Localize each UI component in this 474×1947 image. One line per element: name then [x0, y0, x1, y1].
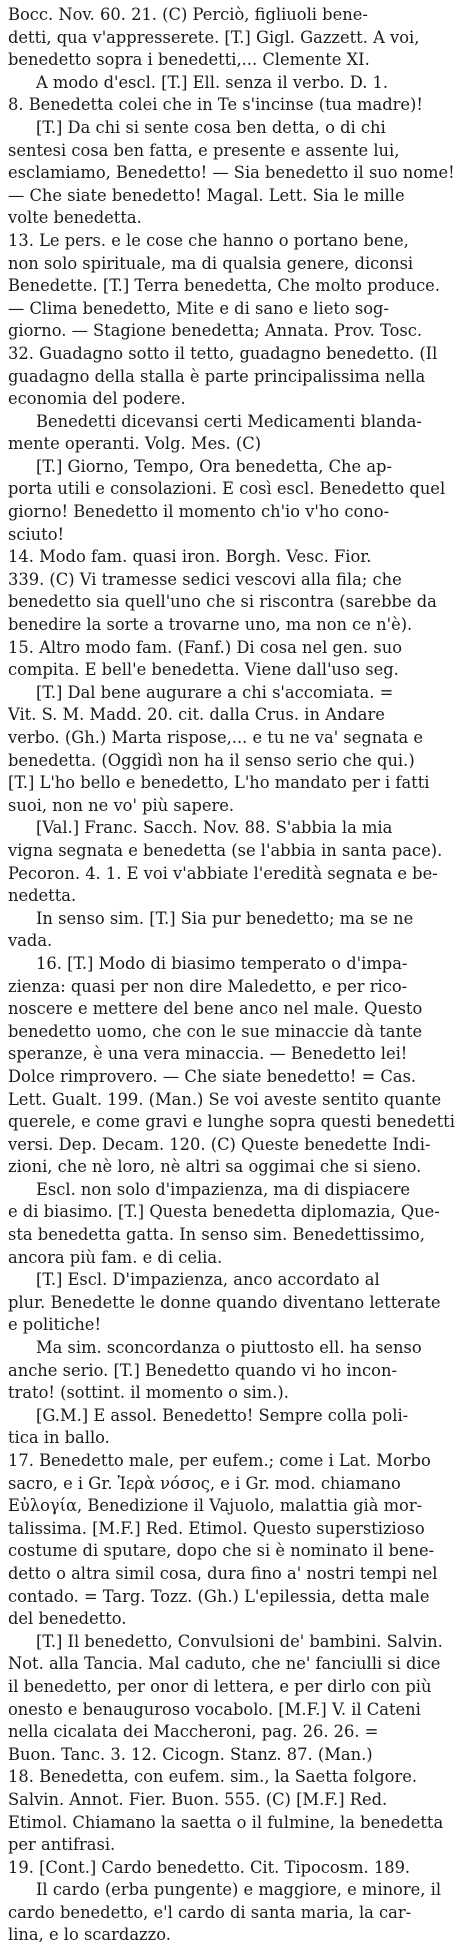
entry-line: sentesi cosa ben fatta, e presente e assente lui, [8, 140, 400, 160]
entry-line: Lett. Gualt. 199. (Man.) Se voi aveste sentito quante [8, 1089, 442, 1109]
entry-line: suoi, non ne vo' più sapere. [8, 795, 235, 815]
entry-line: onesto e benauguroso vocabolo. [M.F.] V. il Cateni [8, 1699, 421, 1719]
entry-line: sta benedetta gatta. In senso sim. Benedettissimo, [8, 1225, 425, 1245]
entry-line: benedetto uomo, che con le sue minaccie dà tante [8, 1021, 423, 1041]
entry-line: il benedetto, per onor di lettera, e per dirlo con più [8, 1676, 432, 1696]
entry-line: In senso sim. [T.] Sia pur benedetto; ma se ne [36, 908, 414, 928]
entry-line: querele, e come gravi e lunghe sopra questi benedetti [8, 1112, 455, 1132]
entry-line: Etimol. Chiamano la saetta o il fulmine, la benedetta [8, 1812, 444, 1832]
entry-line: tica in ballo. [8, 1428, 110, 1448]
entry-line: volte benedetta. [8, 208, 142, 228]
entry-line: guadagno della stalla è parte principalissima nella [8, 366, 426, 386]
entry-line: Il cardo (erba pungente) e maggiore, e minore, il [36, 1880, 442, 1900]
entry-line: cardo benedetto, e'l cardo di santa maria, la car- [8, 1902, 412, 1922]
entry-line: e di biasimo. [T.] Questa benedetta diplomazia, Que- [8, 1202, 440, 1222]
entry-line: [T.] Da chi si sente cosa ben detta, o di chi [36, 117, 386, 137]
entry-line: Bocc. Nov. 60. 21. (C) Perciò, figliuoli bene- [8, 5, 368, 24]
entry-line: Salvin. Annot. Fier. Buon. 555. (C) [M.F.] Red. [8, 1789, 388, 1809]
entry-line: sacro, e i Gr. Ἱερὰ νόσος, e i Gr. mod. chiamano [8, 1473, 401, 1493]
entry-line: non solo spirituale, ma di qualsia genere, diconsi [8, 253, 414, 273]
entry-line: compita. E bell'e benedetta. Viene dall'uso seg. [8, 660, 399, 680]
entry-line: Not. alla Tancia. Mal caduto, che ne' fanciulli si dice [8, 1654, 441, 1674]
entry-line: Εὐλογία, Benedizione il Vajuolo, malattia già mor- [8, 1496, 423, 1516]
entry-line: Buon. Tanc. 3. 12. Cicogn. Stanz. 87. (Man.) [8, 1744, 373, 1764]
entry-line: zienza: quasi per non dire Maledetto, e per rico- [8, 976, 408, 996]
entry-line: e politiche! [8, 1315, 101, 1335]
entry-line: benedetta. (Oggidì non ha il senso serio che qui.) [8, 750, 415, 770]
entry-line: esclamiamo, Benedetto! — Sia benedetto il suo nome! [8, 163, 455, 183]
entry-line: [Val.] Franc. Sacch. Nov. 88. S'abbia la mia [36, 818, 393, 838]
entry-line: costume di sputare, dopo che si è nominato il bene- [8, 1541, 435, 1561]
entry-line: Pecoron. 4. 1. E voi v'abbiate l'eredità segnata e be- [8, 863, 438, 883]
entry-line: 16. [T.] Modo di biasimo temperato o d'impa- [36, 953, 408, 973]
entry-line: vada. [8, 931, 53, 951]
entry-line: 32. Guadagno sotto il tetto, guadagno benedetto. (Il [8, 343, 438, 363]
entry-line: [G.M.] E assol. Benedetto! Sempre colla poli- [36, 1405, 409, 1425]
entry-line: [T.] Dal bene augurare a chi s'accomiata. = [36, 682, 394, 702]
entry-line: Benedette. [T.] Terra benedetta, Che molto produce. [8, 276, 440, 296]
entry-line: detti, qua v'appresserete. [T.] Gigl. Gazzett. A voi, [8, 27, 420, 47]
entry-line: plur. Benedette le donne quando diventano letterate [8, 1292, 441, 1312]
entry-line: giorno! Benedetto il momento ch'io v'ho cono- [8, 502, 390, 522]
entry-line: [T.] Il benedetto, Convulsioni de' bambini. Salvin. [36, 1631, 443, 1651]
entry-line: 8. Benedetta colei che in Te s'incinse (tua madre)! [8, 95, 423, 115]
entry-line: benedetto sopra i benedetti,... Clemente XI. [8, 50, 370, 70]
entry-line: nedetta. [8, 886, 77, 906]
entry-line: lina, e lo scardazzo. [8, 1925, 171, 1945]
entry-line: 18. Benedetta, con eufem. sim., la Saetta folgore. [8, 1767, 418, 1787]
entry-line: [T.] Escl. D'impazienza, anco accordato al [36, 1270, 380, 1290]
entry-line: — Clima benedetto, Mite e di sano e lieto sog- [8, 298, 389, 318]
entry-line: Dolce rimprovero. — Che siate benedetto! = Cas. [8, 1066, 417, 1086]
entry-line: 19. [Cont.] Cardo benedetto. Cit. Tipocosm. 189. [8, 1857, 411, 1877]
entry-line: speranze, è una vera minaccia. — Benedetto lei! [8, 1044, 408, 1064]
entry-line: mente operanti. Volg. Mes. (C) [8, 434, 262, 454]
entry-line: — Che siate benedetto! Magal. Lett. Sia le mille [8, 185, 405, 205]
entry-line: contado. = Targ. Tozz. (Gh.) L'epilessia, detta male [8, 1586, 430, 1606]
entry-line: Benedetti dicevansi certi Medicamenti blanda- [36, 411, 422, 431]
entry-line: verbo. (Gh.) Marta rispose,... e tu ne va' segnata e [8, 728, 424, 747]
entry-line: Escl. non solo d'impazienza, ma di dispiacere [36, 1179, 411, 1199]
entry-line: benedetto sia quell'uno che si riscontra (sarebbe da [8, 592, 437, 612]
entry-line: giorno. — Stagione benedetta; Annata. Prov. Tosc. [8, 321, 423, 341]
entry-line: zioni, che nè loro, nè altri sa oggimai che si sieno. [8, 1157, 422, 1177]
entry-line: ancora più fam. e di celia. [8, 1247, 223, 1267]
entry-line: trato! (sottint. il momento o sim.). [8, 1383, 289, 1403]
entry-line: benedire la sorte a trovarne uno, ma non ce n'è). [8, 615, 413, 635]
entry-line: [T.] Giorno, Tempo, Ora benedetta, Che ap- [36, 456, 392, 476]
entry-line: nella cicalata dei Maccheroni, pag. 26. 26. = [8, 1722, 379, 1742]
entry-line: sciuto! [8, 524, 65, 544]
entry-line: anche serio. [T.] Benedetto quando vi ho incon- [8, 1360, 397, 1380]
entry-line: vigna segnata e benedetta (se l'abbia in santa pace). [8, 840, 443, 860]
entry-line: versi. Dep. Decam. 120. (C) Queste benedette Indi- [8, 1134, 431, 1154]
entry-line: noscere e mettere del bene anco nel male. Questo [8, 999, 423, 1019]
entry-line: talissima. [M.F.] Red. Etimol. Questo superstizioso [8, 1518, 425, 1538]
entry-line: detto o altra simil cosa, dura fino a' nostri tempi nel [8, 1563, 438, 1583]
entry-line: [T.] L'ho bello e benedetto, L'ho mandato per i fatti [8, 773, 430, 793]
entry-line: 13. Le pers. e le cose che hanno o portano bene, [8, 230, 409, 250]
entry-line: 15. Altro modo fam. (Fanf.) Di cosa nel gen. suo [8, 637, 403, 657]
entry-line: economia del podere. [8, 389, 186, 409]
entry-line: 339. (C) Vi tramesse sedici vescovi alla fila; che [8, 569, 402, 589]
entry-line: del benedetto. [8, 1609, 127, 1629]
entry-line: porta utili e consolazioni. E così escl. Benedetto quel [8, 479, 446, 499]
entry-line: per antifrasi. [8, 1835, 116, 1855]
entry-line: A modo d'escl. [T.] Ell. senza il verbo. D. 1. [36, 72, 389, 92]
entry-line: 14. Modo fam. quasi iron. Borgh. Vesc. Fior. [8, 547, 372, 567]
entry-line: Ma sim. sconcordanza o piuttosto ell. ha senso [36, 1338, 422, 1358]
entry-line: 17. Benedetto male, per eufem.; come i Lat. Morbo [8, 1451, 431, 1470]
entry-line: Vit. S. M. Madd. 20. cit. dalla Crus. in Andare [8, 705, 385, 725]
